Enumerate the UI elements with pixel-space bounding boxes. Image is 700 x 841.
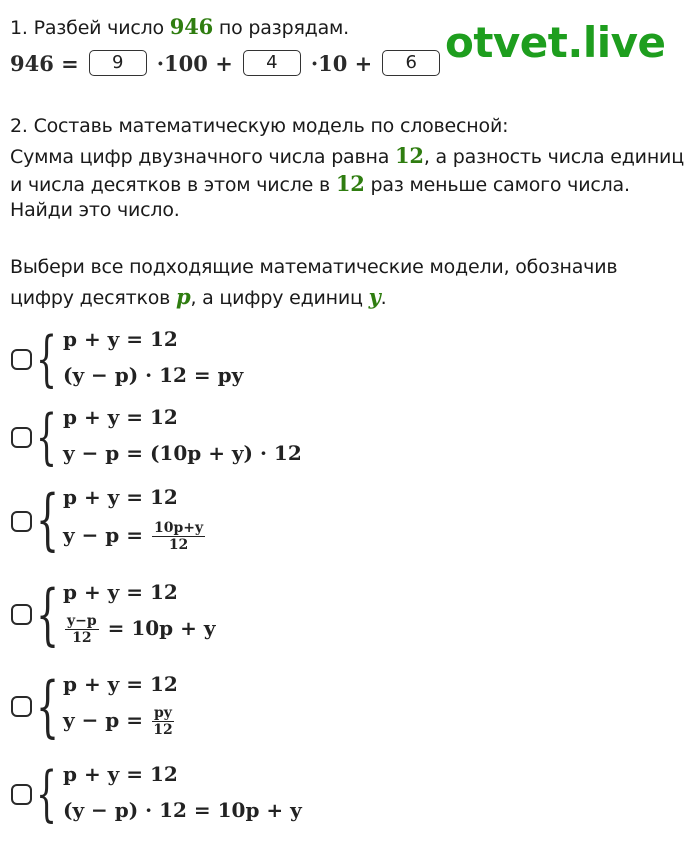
task2-line2-b: , а разность числа единиц: [423, 146, 684, 168]
fraction-numerator: py: [153, 705, 172, 721]
tens-input[interactable]: 4: [243, 50, 301, 76]
option-4-eq2: [63, 614, 215, 645]
option-2-eq2: y − p = (10p + y) · 12: [63, 441, 302, 465]
brace-icon: {: [36, 402, 58, 472]
option-3-checkbox[interactable]: [11, 511, 32, 532]
task2-line4: Найди это число.: [10, 199, 180, 221]
option-1[interactable]: [8, 325, 548, 401]
option-1-eq1: p + y = 12: [63, 327, 178, 351]
option-2-eq1: p + y = 12: [63, 405, 178, 429]
task2-line3-a: и числа десятков в этом числе в: [10, 174, 336, 196]
hundreds-input[interactable]: 9: [89, 50, 147, 76]
option-2-checkbox[interactable]: [11, 427, 32, 448]
task2-line3-b: раз меньше самого числа.: [364, 174, 630, 196]
option-1-checkbox[interactable]: [11, 349, 32, 370]
option-5[interactable]: [8, 670, 548, 752]
task2-line3-num: 12: [335, 171, 365, 196]
watermark-logo: otvet.live: [445, 18, 666, 67]
instruction-line2: [10, 284, 386, 309]
fraction-denominator: 12: [168, 537, 189, 553]
fraction-denominator: 12: [153, 722, 173, 738]
units-input[interactable]: 6: [382, 50, 440, 76]
instr-a: цифру десятков: [10, 287, 176, 309]
fraction-numerator: y−p: [67, 613, 97, 629]
brace-icon: {: [36, 668, 60, 745]
mult-10: ·10 +: [310, 50, 373, 76]
option-2[interactable]: [8, 403, 548, 479]
brace-icon: {: [36, 481, 60, 558]
option-5-checkbox[interactable]: [11, 696, 32, 717]
option-4[interactable]: [8, 578, 548, 660]
mult-100: ·100 +: [156, 50, 233, 76]
fraction-numerator: 10p+y: [153, 520, 204, 536]
brace-icon: {: [36, 759, 58, 829]
option-4-rhs: = 10p + y: [107, 616, 216, 640]
fraction-denominator: 12: [72, 630, 92, 646]
task2-line2-a: Сумма цифр двузначного числа равна: [10, 146, 396, 168]
option-4-fraction: [65, 614, 99, 645]
option-5-eq1: p + y = 12: [63, 672, 178, 696]
option-3-fraction: [152, 521, 205, 552]
option-3-eq1: p + y = 12: [63, 485, 178, 509]
option-3[interactable]: [8, 483, 548, 565]
task1-title: [10, 14, 349, 39]
option-5-eq2: [63, 706, 176, 737]
task2-line2: [10, 143, 684, 168]
instr-c: .: [380, 287, 387, 309]
option-6-eq2: (y − p) · 12 = 10p + y: [63, 798, 302, 822]
option-6[interactable]: [8, 760, 548, 836]
option-4-eq1: p + y = 12: [63, 580, 178, 604]
task2-line3: [10, 171, 630, 196]
option-5-lhs: y − p =: [63, 708, 144, 732]
option-6-eq1: p + y = 12: [63, 762, 178, 786]
task2-line2-num: 12: [395, 143, 424, 168]
option-3-lhs: y − p =: [63, 523, 144, 547]
option-5-fraction: [152, 706, 174, 737]
option-4-checkbox[interactable]: [11, 604, 32, 625]
var-y: y: [368, 284, 381, 309]
task1-prefix: 1. Разбей число: [10, 17, 170, 39]
decomposition-left: 946 =: [10, 50, 79, 76]
option-3-eq2: [63, 521, 207, 552]
task1-number: 946: [169, 14, 214, 39]
brace-icon: {: [36, 576, 60, 653]
task2-line1: 2. Составь математическую модель по словесной:: [10, 115, 509, 137]
brace-icon: {: [36, 324, 58, 394]
instr-b: , а цифру единиц: [190, 287, 369, 309]
digit-decomposition-row: [10, 45, 450, 81]
option-6-checkbox[interactable]: [11, 784, 32, 805]
instruction-line1: Выбери все подходящие математические модели, обозначив: [10, 256, 618, 278]
option-1-eq2: (y − p) · 12 = py: [63, 363, 244, 387]
var-p: p: [175, 284, 191, 309]
task1-suffix: по разрядам.: [213, 17, 350, 39]
